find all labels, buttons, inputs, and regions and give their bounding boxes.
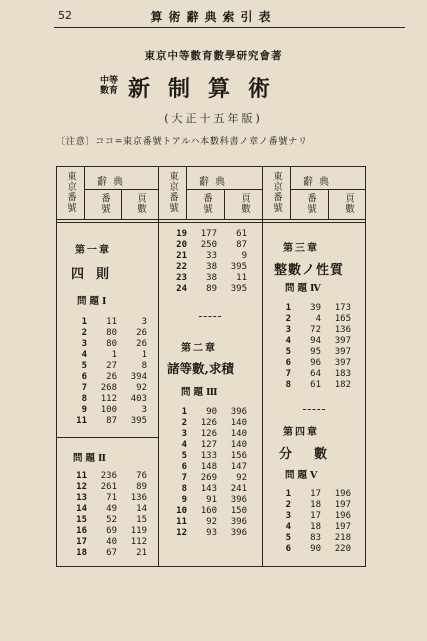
page-number-cell: 92 [236, 473, 247, 483]
index-row [175, 240, 249, 251]
section-separator [303, 409, 325, 410]
index-row [75, 361, 149, 372]
dictionary-number-cell: 38 [206, 262, 217, 272]
dictionary-number-cell: 143 [200, 484, 217, 494]
page-number-cell: 197 [334, 500, 351, 510]
page-number-cell: 165 [334, 314, 351, 324]
edition: (大正十五年版) [164, 112, 263, 125]
index-row [279, 369, 353, 380]
dictionary-number-cell: 100 [100, 405, 117, 415]
dictionary-number-cell: 72 [310, 325, 321, 335]
page-number-cell: 136 [334, 325, 351, 335]
question-heading: 問題Ⅲ [181, 387, 221, 398]
page-number-cell: 140 [230, 418, 247, 428]
index-row [175, 506, 249, 517]
tokyo-number-cell: 16 [76, 526, 87, 536]
dictionary-number-cell: 90 [310, 544, 321, 554]
dictionary-number-cell: 127 [200, 440, 217, 450]
page-number-cell: 220 [334, 544, 351, 554]
tokyo-number-cell: 8 [181, 484, 187, 494]
index-row [175, 451, 249, 462]
tokyo-number-cell: 6 [181, 462, 187, 472]
dictionary-number-cell: 40 [106, 537, 117, 547]
tokyo-number-cell: 14 [76, 504, 87, 514]
tokyo-number-cell: 9 [81, 405, 87, 415]
dictionary-number-cell: 94 [310, 336, 321, 346]
tokyo-number-cell: 6 [285, 544, 291, 554]
index-row [175, 407, 249, 418]
header-divider [84, 167, 85, 219]
tokyo-number-cell: 3 [81, 339, 87, 349]
tokyo-number-cell: 7 [181, 473, 187, 483]
page-number-cell: 196 [334, 489, 351, 499]
tokyo-number-cell: 11 [76, 416, 87, 426]
tokyo-number-cell: 4 [285, 522, 291, 532]
index-row [75, 317, 149, 328]
page-number-cell: 87 [236, 240, 247, 250]
tokyo-number-cell: 12 [76, 482, 87, 492]
page-number-cell: 182 [334, 380, 351, 390]
page-number-cell: 403 [130, 394, 147, 404]
dictionary-number-cell: 64 [310, 369, 321, 379]
dictionary-number-cell: 83 [310, 533, 321, 543]
tokyo-number-cell: 2 [285, 314, 291, 324]
dictionary-number-cell: 89 [206, 284, 217, 294]
header-tokyo-number: 東京番號 [271, 171, 282, 213]
dictionary-number-cell: 80 [106, 328, 117, 338]
header-dictionary: 辭典 [303, 177, 335, 188]
header-divider [186, 167, 187, 219]
page-number-cell: 397 [334, 358, 351, 368]
index-row [75, 372, 149, 383]
index-row [279, 358, 353, 369]
dictionary-number-cell: 236 [100, 471, 117, 481]
index-row [175, 517, 249, 528]
column-divider [262, 167, 263, 566]
tokyo-number-cell: 2 [285, 500, 291, 510]
page-number-cell: 395 [130, 416, 147, 426]
index-row [175, 229, 249, 240]
chapter-title: 整數ノ性質 [274, 263, 345, 278]
page-number-cell: 3 [141, 405, 147, 415]
dictionary-number-cell: 95 [310, 347, 321, 357]
page-number-cell: 395 [230, 284, 247, 294]
dictionary-number-cell: 69 [106, 526, 117, 536]
chapter-label: 第二章 [181, 343, 217, 354]
index-row [75, 537, 149, 548]
header-number: 番號 [99, 193, 110, 214]
index-row [175, 284, 249, 295]
page-number-cell: 1 [141, 350, 147, 360]
dictionary-number-cell: 61 [310, 380, 321, 390]
tokyo-number-cell: 2 [81, 328, 87, 338]
index-row [279, 347, 353, 358]
index-row [75, 416, 149, 427]
page-number-cell: 394 [130, 372, 147, 382]
page-number-cell: 396 [230, 517, 247, 527]
dictionary-number-cell: 269 [200, 473, 217, 483]
index-row [175, 462, 249, 473]
dictionary-number-cell: 80 [106, 339, 117, 349]
dictionary-number-cell: 148 [200, 462, 217, 472]
tokyo-number-cell: 22 [176, 262, 187, 272]
page-number-cell: 112 [130, 537, 147, 547]
header-tokyo-number: 東京番號 [167, 171, 178, 213]
tokyo-number-cell: 4 [81, 350, 87, 360]
tokyo-number-cell: 1 [285, 489, 291, 499]
index-row [175, 528, 249, 539]
page-number-cell: 183 [334, 369, 351, 379]
index-row [279, 380, 353, 391]
dictionary-number-cell: 18 [310, 500, 321, 510]
tokyo-number-cell: 23 [176, 273, 187, 283]
index-row [175, 429, 249, 440]
page-number-cell: 136 [130, 493, 147, 503]
page-number-cell: 15 [136, 515, 147, 525]
dictionary-number-cell: 33 [206, 251, 217, 261]
header-tokyo-number: 東京番號 [65, 171, 76, 213]
page-number-cell: 26 [136, 339, 147, 349]
dictionary-number-cell: 38 [206, 273, 217, 283]
tokyo-number-cell: 6 [285, 358, 291, 368]
page-number-cell: 140 [230, 440, 247, 450]
header-rule [54, 27, 405, 28]
index-row [279, 336, 353, 347]
section-rule [57, 437, 158, 438]
tokyo-number-cell: 5 [181, 451, 187, 461]
dictionary-number-cell: 39 [310, 303, 321, 313]
page-number-cell: 9 [241, 251, 247, 261]
tokyo-number-cell: 1 [285, 303, 291, 313]
dictionary-number-cell: 112 [100, 394, 117, 404]
index-row [75, 548, 149, 559]
chapter-title: 四則 [71, 267, 122, 282]
index-row [75, 383, 149, 394]
page-number-cell: 21 [136, 548, 147, 558]
tokyo-number-cell: 8 [285, 380, 291, 390]
page-number-cell: 8 [141, 361, 147, 371]
dictionary-number-cell: 52 [106, 515, 117, 525]
dictionary-number-cell: 90 [206, 407, 217, 417]
index-row [175, 473, 249, 484]
page-number-cell: 119 [130, 526, 147, 536]
dictionary-number-cell: 126 [200, 418, 217, 428]
dictionary-number-cell: 71 [106, 493, 117, 503]
tokyo-number-cell: 5 [285, 533, 291, 543]
tokyo-number-cell: 17 [76, 537, 87, 547]
question-heading: 問題Ⅳ [285, 283, 324, 294]
tokyo-number-cell: 20 [176, 240, 187, 250]
column-divider [158, 167, 159, 566]
page-number-cell: 396 [230, 495, 247, 505]
index-row [75, 504, 149, 515]
tokyo-number-cell: 10 [176, 506, 187, 516]
page-number-cell: 3 [141, 317, 147, 327]
page-number-cell: 26 [136, 328, 147, 338]
tokyo-number-cell: 9 [181, 495, 187, 505]
dictionary-number-cell: 18 [310, 522, 321, 532]
index-row [75, 482, 149, 493]
tokyo-number-cell: 12 [176, 528, 187, 538]
tokyo-number-cell: 8 [81, 394, 87, 404]
header-divider [290, 167, 291, 219]
header-divider [328, 189, 329, 219]
dictionary-number-cell: 93 [206, 528, 217, 538]
page-number-cell: 89 [136, 482, 147, 492]
header-divider [121, 189, 122, 219]
header-page: 頁數 [343, 193, 354, 214]
page-number-cell: 196 [334, 511, 351, 521]
page-number-cell: 395 [230, 262, 247, 272]
chapter-label: 第四章 [283, 427, 319, 438]
dictionary-number-cell: 177 [200, 229, 217, 239]
publisher: 東京中等數育數學研究會著 [144, 50, 283, 62]
question-heading: 問題Ⅱ [73, 453, 110, 464]
tokyo-number-cell: 19 [176, 229, 187, 239]
section-separator [199, 316, 221, 317]
index-row [175, 484, 249, 495]
page-number-cell: 150 [230, 506, 247, 516]
page-number-cell: 92 [136, 383, 147, 393]
page-number-cell: 218 [334, 533, 351, 543]
header-page: 頁數 [135, 193, 146, 214]
dictionary-number-cell: 268 [100, 383, 117, 393]
dictionary-number-cell: 17 [310, 511, 321, 521]
title-prefix: 中等數育 [99, 76, 118, 96]
dictionary-number-cell: 91 [206, 495, 217, 505]
tokyo-number-cell: 5 [285, 347, 291, 357]
chapter-label: 第一章 [75, 245, 111, 256]
header-rule [57, 219, 365, 220]
tokyo-number-cell: 4 [285, 336, 291, 346]
dictionary-number-cell: 1 [111, 350, 117, 360]
index-row [279, 533, 353, 544]
tokyo-number-cell: 1 [81, 317, 87, 327]
book-title: 新制算術 [128, 76, 289, 102]
index-row [279, 303, 353, 314]
note: 〔注意〕ココ=東京番號トアルハ本數科書ノ章ノ番號ナリ [56, 136, 308, 147]
tokyo-number-cell: 3 [285, 325, 291, 335]
index-row [279, 500, 353, 511]
page-number-cell: 147 [230, 462, 247, 472]
page-number-cell: 197 [334, 522, 351, 532]
chapter-label: 第三章 [283, 243, 319, 254]
index-row [279, 314, 353, 325]
page-number-cell: 241 [230, 484, 247, 494]
tokyo-number-cell: 15 [76, 515, 87, 525]
index-row [175, 440, 249, 451]
page-number-cell: 397 [334, 347, 351, 357]
page-number-cell: 173 [334, 303, 351, 313]
tokyo-number-cell: 7 [285, 369, 291, 379]
index-row [75, 493, 149, 504]
index-row [75, 328, 149, 339]
question-heading: 問題Ⅴ [285, 470, 321, 481]
index-row [175, 262, 249, 273]
question-heading: 問題Ⅰ [77, 296, 110, 307]
tokyo-number-cell: 6 [81, 372, 87, 382]
index-row [175, 418, 249, 429]
tokyo-number-cell: 4 [181, 440, 187, 450]
dictionary-number-cell: 96 [310, 358, 321, 368]
running-head: 算術辭典索引表 [150, 10, 277, 24]
index-row [175, 273, 249, 284]
dictionary-number-cell: 250 [200, 240, 217, 250]
header-dictionary: 辭典 [97, 177, 129, 188]
index-row [279, 522, 353, 533]
dictionary-number-cell: 26 [106, 372, 117, 382]
tokyo-number-cell: 2 [181, 418, 187, 428]
tokyo-number-cell: 11 [176, 517, 187, 527]
dictionary-number-cell: 49 [106, 504, 117, 514]
header-dictionary: 辭典 [199, 177, 231, 188]
index-row [75, 394, 149, 405]
index-row [279, 511, 353, 522]
tokyo-number-cell: 13 [76, 493, 87, 503]
dictionary-number-cell: 92 [206, 517, 217, 527]
tokyo-number-cell: 21 [176, 251, 187, 261]
index-row [75, 350, 149, 361]
index-row [279, 489, 353, 500]
page-number-cell: 61 [236, 229, 247, 239]
dictionary-number-cell: 27 [106, 361, 117, 371]
index-table [56, 166, 366, 567]
tokyo-number-cell: 5 [81, 361, 87, 371]
page-number-cell: 396 [230, 528, 247, 538]
tokyo-number-cell: 24 [176, 284, 187, 294]
tokyo-number-cell: 18 [76, 548, 87, 558]
page-number-cell: 396 [230, 407, 247, 417]
index-row [75, 526, 149, 537]
page-number-cell: 11 [236, 273, 247, 283]
dictionary-number-cell: 11 [106, 317, 117, 327]
page-number-cell: 140 [230, 429, 247, 439]
index-row [75, 471, 149, 482]
index-row [175, 495, 249, 506]
tokyo-number-cell: 11 [76, 471, 87, 481]
chapter-title: 分數 [279, 447, 350, 462]
page-number-cell: 76 [136, 471, 147, 481]
dictionary-number-cell: 261 [100, 482, 117, 492]
dictionary-number-cell: 126 [200, 429, 217, 439]
dictionary-number-cell: 133 [200, 451, 217, 461]
dictionary-number-cell: 67 [106, 548, 117, 558]
tokyo-number-cell: 1 [181, 407, 187, 417]
header-page: 頁數 [239, 193, 250, 214]
dictionary-number-cell: 160 [200, 506, 217, 516]
page-number-cell: 397 [334, 336, 351, 346]
page-number: 52 [58, 9, 72, 22]
chapter-title: 諸等數,求積 [167, 361, 234, 376]
index-row [279, 544, 353, 555]
dictionary-number-cell: 17 [310, 489, 321, 499]
tokyo-number-cell: 3 [285, 511, 291, 521]
index-row [75, 339, 149, 350]
index-row [75, 515, 149, 526]
page-number-cell: 14 [136, 504, 147, 514]
header-divider [224, 189, 225, 219]
page-number-cell: 156 [230, 451, 247, 461]
dictionary-number-cell: 4 [315, 314, 321, 324]
dictionary-number-cell: 87 [106, 416, 117, 426]
tokyo-number-cell: 3 [181, 429, 187, 439]
tokyo-number-cell: 7 [81, 383, 87, 393]
header-number: 番號 [201, 193, 212, 214]
index-row [75, 405, 149, 416]
header-rule [57, 222, 365, 223]
index-row [175, 251, 249, 262]
index-row [279, 325, 353, 336]
header-number: 番號 [305, 193, 316, 214]
